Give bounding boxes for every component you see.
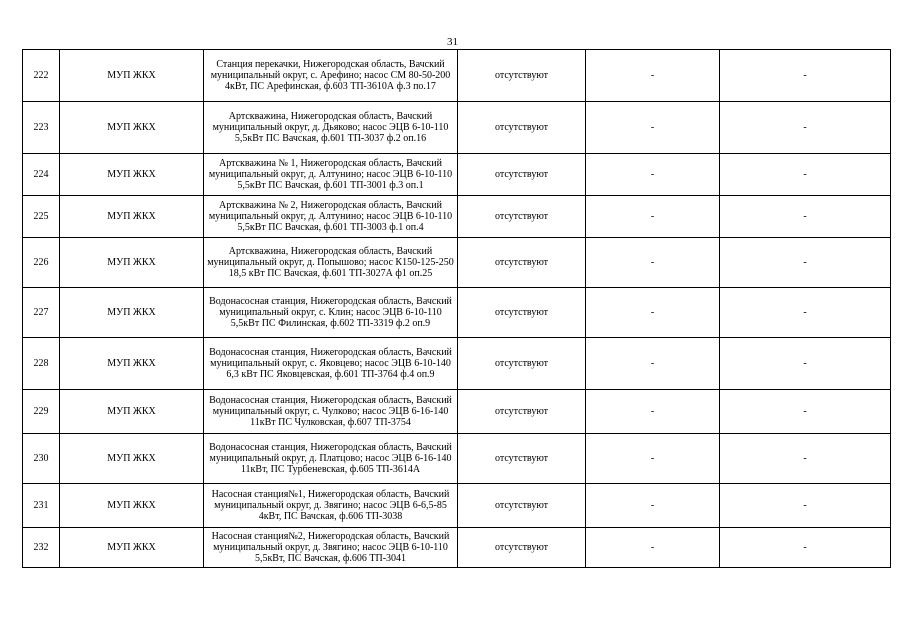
column-5-cell: - bbox=[586, 154, 720, 196]
status-cell: отсутствуют bbox=[458, 196, 586, 238]
row-number-cell: 225 bbox=[23, 196, 60, 238]
column-5-cell: - bbox=[586, 484, 720, 528]
organization-cell: МУП ЖКХ bbox=[60, 102, 204, 154]
facility-description-cell: Станция перекачки, Нижегородская область, Вачский муниципальный округ, с. Арефино; насос СМ 80-50-200 4кВт, ПС Арефинская, ф.603 ТП-3610А ф.3 по.17 bbox=[204, 50, 458, 102]
facility-description-cell: Водонасосная станция, Нижегородская область, Вачский муниципальный округ, с. Яковцево; насос ЭЦВ 6-10-140 6,3 кВт ПС Яковцевская, ф.601 ТП-3764 ф.4 оп.9 bbox=[204, 338, 458, 390]
table-row bbox=[23, 338, 891, 390]
column-5-cell: - bbox=[586, 434, 720, 484]
table-row bbox=[23, 196, 891, 238]
status-cell: отсутствуют bbox=[458, 528, 586, 568]
page-number: 31 bbox=[447, 36, 458, 48]
column-5-cell: - bbox=[586, 50, 720, 102]
status-cell: отсутствуют bbox=[458, 434, 586, 484]
status-cell: отсутствуют bbox=[458, 390, 586, 434]
column-5-cell: - bbox=[586, 390, 720, 434]
column-6-cell: - bbox=[720, 196, 891, 238]
status-cell: отсутствуют bbox=[458, 50, 586, 102]
table-row bbox=[23, 50, 891, 102]
table-row bbox=[23, 154, 891, 196]
organization-cell: МУП ЖКХ bbox=[60, 338, 204, 390]
column-5-cell: - bbox=[586, 288, 720, 338]
organization-cell: МУП ЖКХ bbox=[60, 196, 204, 238]
column-6-cell: - bbox=[720, 50, 891, 102]
row-number-cell: 224 bbox=[23, 154, 60, 196]
organization-cell: МУП ЖКХ bbox=[60, 288, 204, 338]
table-row bbox=[23, 238, 891, 288]
status-cell: отсутствуют bbox=[458, 102, 586, 154]
row-number-cell: 222 bbox=[23, 50, 60, 102]
column-6-cell: - bbox=[720, 484, 891, 528]
row-number-cell: 223 bbox=[23, 102, 60, 154]
facility-description-cell: Артскважина, Нижегородская область, Вачский муниципальный округ, д. Попышово; насос К150-125-250 18,5 кВт ПС Вачская, ф.601 ТП-3027А ф1 оп.25 bbox=[204, 238, 458, 288]
facility-description-cell: Артскважина, Нижегородская область, Вачский муниципальный округ, д. Дьяково; насос ЭЦВ 6-10-110 5,5кВт ПС Вачская, ф.601 ТП-3037 ф.2 оп.16 bbox=[204, 102, 458, 154]
column-6-cell: - bbox=[720, 528, 891, 568]
row-number-cell: 230 bbox=[23, 434, 60, 484]
table-row bbox=[23, 288, 891, 338]
row-number-cell: 228 bbox=[23, 338, 60, 390]
facility-description-cell: Артскважина № 2, Нижегородская область, Вачский муниципальный округ, д. Алтунино; насос ЭЦВ 6-10-110 5,5кВт ПС Вачская, ф.601 ТП-3003 ф.1 оп.4 bbox=[204, 196, 458, 238]
organization-cell: МУП ЖКХ bbox=[60, 528, 204, 568]
column-5-cell: - bbox=[586, 238, 720, 288]
table-row bbox=[23, 528, 891, 568]
column-5-cell: - bbox=[586, 528, 720, 568]
organization-cell: МУП ЖКХ bbox=[60, 238, 204, 288]
status-cell: отсутствуют bbox=[458, 484, 586, 528]
table-row bbox=[23, 102, 891, 154]
organization-cell: МУП ЖКХ bbox=[60, 434, 204, 484]
table-row bbox=[23, 434, 891, 484]
status-cell: отсутствуют bbox=[458, 238, 586, 288]
facility-description-cell: Артскважина № 1, Нижегородская область, Вачский муниципальный округ, д. Алтунино; насос ЭЦВ 6-10-110 5,5кВт ПС Вачская, ф.601 ТП-3001 ф.3 оп.1 bbox=[204, 154, 458, 196]
row-number-cell: 227 bbox=[23, 288, 60, 338]
column-5-cell: - bbox=[586, 196, 720, 238]
status-cell: отсутствуют bbox=[458, 288, 586, 338]
organization-cell: МУП ЖКХ bbox=[60, 50, 204, 102]
facility-description-cell: Насосная станция№2, Нижегородская область, Вачский муниципальный округ, д. Звягино; насос ЭЦВ 6-10-110 5,5кВт, ПС Вачская, ф.606 ТП-3041 bbox=[204, 528, 458, 568]
organization-cell: МУП ЖКХ bbox=[60, 484, 204, 528]
organization-cell: МУП ЖКХ bbox=[60, 154, 204, 196]
organization-cell: МУП ЖКХ bbox=[60, 390, 204, 434]
facilities-table bbox=[22, 49, 891, 568]
status-cell: отсутствуют bbox=[458, 154, 586, 196]
table-row bbox=[23, 390, 891, 434]
column-6-cell: - bbox=[720, 154, 891, 196]
column-5-cell: - bbox=[586, 102, 720, 154]
column-6-cell: - bbox=[720, 238, 891, 288]
facility-description-cell: Водонасосная станция, Нижегородская область, Вачский муниципальный округ, д. Платцово; насос ЭЦВ 6-16-140 11кВт, ПС Турбеневская, ф.605 ТП-3614А bbox=[204, 434, 458, 484]
row-number-cell: 231 bbox=[23, 484, 60, 528]
column-6-cell: - bbox=[720, 434, 891, 484]
row-number-cell: 229 bbox=[23, 390, 60, 434]
column-6-cell: - bbox=[720, 288, 891, 338]
row-number-cell: 232 bbox=[23, 528, 60, 568]
table-row bbox=[23, 484, 891, 528]
facility-description-cell: Водонасосная станция, Нижегородская область, Вачский муниципальный округ, с. Клин; насос ЭЦВ 6-10-110 5,5кВт ПС Филинская, ф.602 ТП-3319 ф.2 оп.9 bbox=[204, 288, 458, 338]
column-5-cell: - bbox=[586, 338, 720, 390]
status-cell: отсутствуют bbox=[458, 338, 586, 390]
facility-description-cell: Насосная станция№1, Нижегородская область, Вачский муниципальный округ, д. Звягино; насос ЭЦВ 6-6,5-85 4кВт, ПС Вачская, ф.606 ТП-3038 bbox=[204, 484, 458, 528]
column-6-cell: - bbox=[720, 102, 891, 154]
column-6-cell: - bbox=[720, 390, 891, 434]
column-6-cell: - bbox=[720, 338, 891, 390]
facility-description-cell: Водонасосная станция, Нижегородская область, Вачский муниципальный округ, с. Чулково; насос ЭЦВ 6-16-140 11кВт ПС Чулковская, ф.607 ТП-3754 bbox=[204, 390, 458, 434]
row-number-cell: 226 bbox=[23, 238, 60, 288]
